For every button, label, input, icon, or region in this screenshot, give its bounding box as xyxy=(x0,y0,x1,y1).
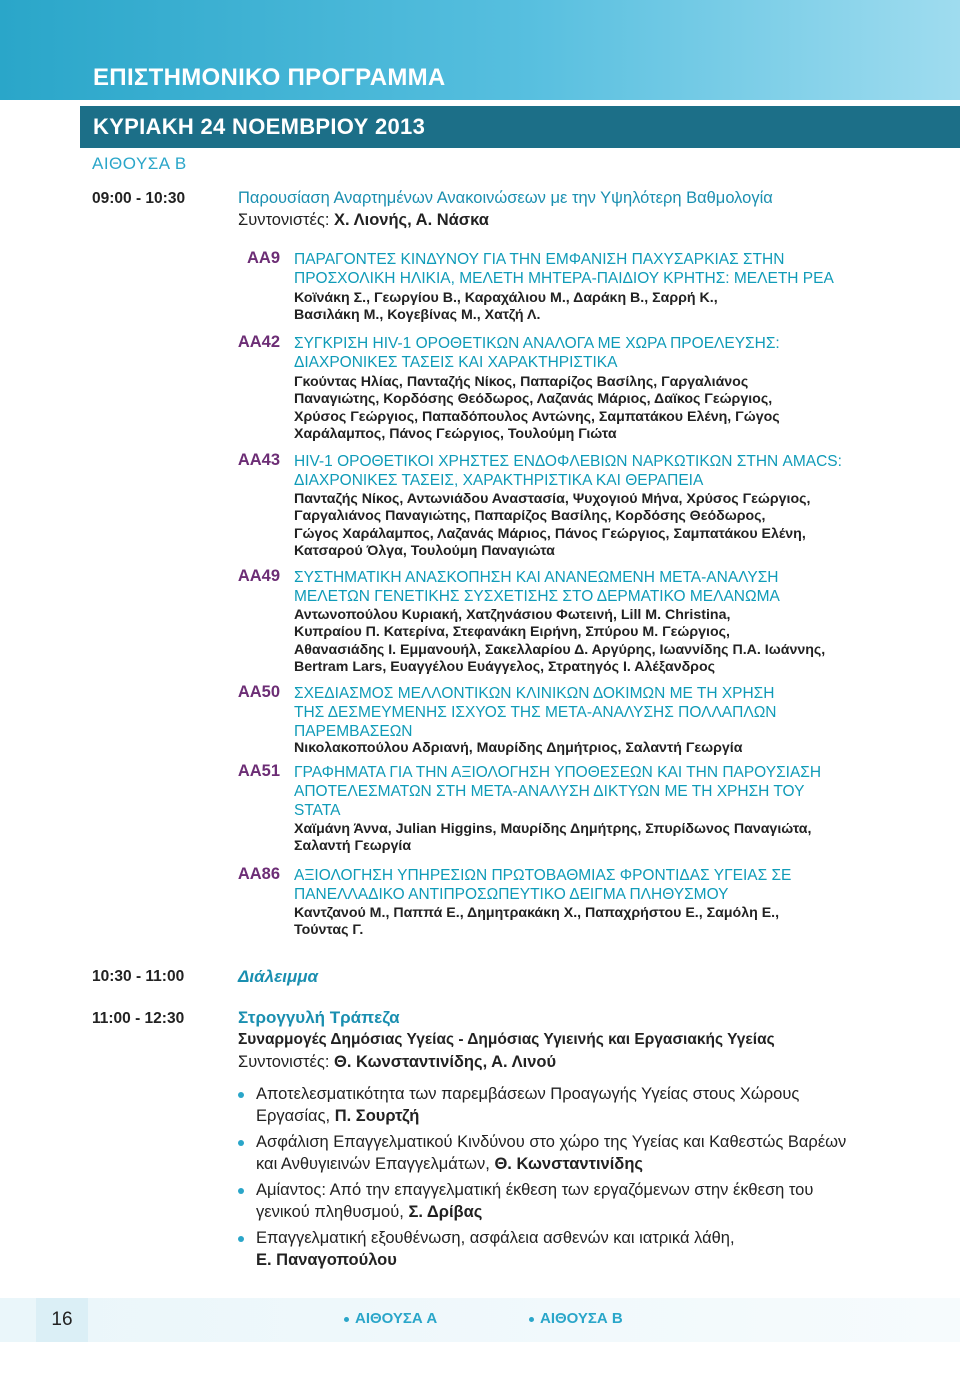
bullet-icon xyxy=(238,1092,244,1098)
abstract-title-line: ΠΑΡΕΜΒΑΣΕΩΝ xyxy=(294,723,413,740)
legend-label: ΑΙΘΟΥΣΑ Β xyxy=(540,1310,623,1327)
roundtable-time: 11:00 - 12:30 xyxy=(92,1010,185,1027)
talk-text: Ασφάλιση Επαγγελματικού Κινδύνου στο χώρο της Υγείας και Καθεστώς Βαρέων και Ανθυγιεινών Επαγγελμάτων, xyxy=(256,1133,847,1173)
abstract-title-line: ΑΠΟΤΕΛΕΣΜΑΤΩΝ ΣΤΗ ΜΕΤΑ-ΑΝΑΛΥΣΗ ΔΙΚΤΥΩΝ ΜΕ ΤΗ ΧΡΗΣΗ ΤΟΥ xyxy=(294,783,805,800)
legend-label: ΑΙΘΟΥΣΑ Α xyxy=(355,1310,438,1327)
authors-line: Χαϊμάνη Άννα, Julian Higgins, Μαυρίδης Δημήτρης, Σπυρίδωνος Παναγιώτα, xyxy=(294,821,812,837)
chairs-label: Συντονιστές: xyxy=(238,1053,330,1071)
abstract-code: ΑΑ43 xyxy=(237,451,280,469)
abstract-title xyxy=(294,763,862,820)
abstract-title-line: ΠΡΟΣΧΟΛΙΚΗ ΗΛΙΚΙΑ, ΜΕΛΕΤΗ ΜΗΤΕΡΑ-ΠΑΙΔΙΟΥ ΚΡΗΤΗΣ: ΜΕΛΕΤΗ ΡΕΑ xyxy=(294,270,834,287)
abstract-title-line: ΣΥΣΤΗΜΑΤΙΚΗ ΑΝΑΣΚΟΠΗΣΗ ΚΑΙ ΑΝΑΝΕΩΜΕΝΗ ΜΕΤΑ-ΑΝΑΛΥΣΗ xyxy=(294,569,779,586)
session-title: Παρουσίαση Αναρτημένων Ανακοινώσεων με την Υψηλότερη Βαθμολογία xyxy=(238,189,773,207)
authors-line: Σαλαντή Γεωργία xyxy=(294,838,412,855)
talk-item xyxy=(238,1179,868,1223)
authors-line: Γαργαλιάνος Παναγιώτης, Παπαρίζος Βασίλης, Κορδόσης Θεόδωρος, xyxy=(294,508,766,525)
authors-line: Τούντας Γ. xyxy=(294,922,364,939)
abstract-title-line: ΜΕΛΕΤΩΝ ΓΕΝΕΤΙΚΗΣ ΣΥΣΧΕΤΙΣΗΣ ΣΤΟ ΔΕΡΜΑΤΙΚΟ ΜΕΛΑΝΩΜΑ xyxy=(294,588,780,605)
abstract-authors xyxy=(294,821,862,856)
day-title: ΚΥΡΙΑΚΗ 24 ΝΟΕΜΒΡΙΟΥ 2013 xyxy=(93,114,426,139)
authors-line: Αθανασιάδης Ι. Εμμανουήλ, Σακελλαρίου Δ. Αργύρης, Ιωαννίδης Π.Α. Ιωάννης, xyxy=(294,641,826,658)
bullet-icon xyxy=(238,1188,244,1194)
abstract-code: ΑΑ86 xyxy=(237,865,280,883)
talk-text: Αμίαντος: Από την επαγγελματική έκθεση των εργαζόμενων στην έκθεση του γενικού πληθυσμού, xyxy=(256,1181,814,1221)
abstract-authors xyxy=(294,290,862,325)
talk-speaker: Σ. Δρίβας xyxy=(408,1203,483,1221)
talk-text: Επαγγελματική εξουθένωση, ασφάλεια ασθενών και ιατρικά λάθη, xyxy=(256,1229,735,1247)
authors-line: Χρύσος Γεώργιος, Παπαδόπουλος Αντώνης, Σαμπατάκου Ελένη, Γώγος xyxy=(294,408,780,425)
abstract-title-line: ΣΥΓΚΡΙΣΗ HIV-1 ΟΡΟΘΕΤΙΚΩΝ ΑΝΑΛΟΓΑ ΜΕ ΧΩΡΑ ΠΡΟΕΛΕΥΣΗΣ: xyxy=(294,335,780,352)
bullet-icon xyxy=(529,1317,534,1322)
abstract-code: ΑΑ51 xyxy=(237,762,280,780)
authors-line: Γώγος Χαράλαμπος, Λαζανάς Μάριος, Πάνος Γεώργιος, Σαμπατάκου Ελένη, xyxy=(294,525,806,542)
abstract-title-line: ΤΗΣ ΔΕΣΜΕΥΜΕΝΗΣ ΙΣΧΥΟΣ ΤΗΣ ΜΕΤΑ-ΑΝΑΛΥΣΗΣ ΠΟΛΛΑΠΛΩΝ xyxy=(294,704,777,721)
abstract-title-line: STATA xyxy=(294,802,341,819)
abstract-title-line: ΔΙΑΧΡΟΝΙΚΕΣ ΤΑΣΕΙΣ, ΧΑΡΑΚΤΗΡΙΣΤΙΚΑ ΚΑΙ ΘΕΡΑΠΕΙΑ xyxy=(294,472,704,489)
abstract-title-line: ΠΑΝΕΛΛΑΔΙΚΟ ΑΝΤΙΠΡΟΣΩΠΕΥΤΙΚΟ ΔΕΙΓΜΑ ΠΛΗΘΥΣΜΟΥ xyxy=(294,886,729,903)
abstract-code: ΑΑ49 xyxy=(237,567,280,585)
authors-line: Νικολακοπούλου Αδριανή, Μαυρίδης Δημήτριος, Σαλαντή Γεωργία xyxy=(294,740,743,756)
legend-room-b xyxy=(529,1310,623,1327)
talk-item xyxy=(238,1131,868,1175)
talk-item xyxy=(238,1227,868,1271)
roundtable-chairs xyxy=(238,1053,556,1072)
abstract-title xyxy=(294,684,862,741)
talk-item xyxy=(238,1083,868,1127)
page-number-box xyxy=(36,1298,88,1342)
talk-speaker: Θ. Κωνσταντινίδης xyxy=(494,1155,643,1173)
talk-text: Αποτελεσματικότητα των παρεμβάσεων Προαγωγής Υγείας στους Χώρους Εργασίας, xyxy=(256,1085,800,1125)
authors-line: Κοϊνάκη Σ., Γεωργίου Β., Καραχάλιου Μ., Δαράκη Β., Σαρρή Κ., xyxy=(294,290,718,306)
authors-line: Κατσαρού Όλγα, Τουλούμη Παναγιώτα xyxy=(294,543,555,560)
abstract-title-line: ΣΧΕΔΙΑΣΜΟΣ ΜΕΛΛΟΝΤΙΚΩΝ ΚΛΙΝΙΚΩΝ ΔΟΚΙΜΩΝ ΜΕ ΤΗ ΧΡΗΣΗ xyxy=(294,685,775,702)
footer-band xyxy=(0,1298,960,1342)
abstract-code: ΑΑ50 xyxy=(237,683,280,701)
abstract-title-line: ΑΞΙΟΛΟΓΗΣΗ ΥΠΗΡΕΣΙΩΝ ΠΡΩΤΟΒΑΘΜΙΑΣ ΦΡΟΝΤΙΔΑΣ ΥΓΕΙΑΣ ΣΕ xyxy=(294,867,792,884)
abstract-title xyxy=(294,250,862,288)
authors-line: Βασιλάκη Μ., Κογεβίνας Μ., Χατζή Λ. xyxy=(294,307,541,324)
bullet-icon xyxy=(238,1236,244,1242)
abstract-title-line: ΔΙΑΧΡΟΝΙΚΕΣ ΤΑΣΕΙΣ ΚΑΙ ΧΑΡΑΚΤΗΡΙΣΤΙΚΑ xyxy=(294,354,618,371)
abstract-title xyxy=(294,568,862,606)
abstract-code: ΑΑ42 xyxy=(237,333,280,351)
session-time: 09:00 - 10:30 xyxy=(92,190,186,207)
talk-list xyxy=(238,1083,868,1275)
abstract-authors xyxy=(294,740,862,757)
authors-line: Bertram Lars, Ευαγγέλου Ευάγγελος, Στρατηγός Ι. Αλέξανδρος xyxy=(294,659,716,676)
abstract-code: ΑΑ9 xyxy=(246,249,280,267)
chairs-label: Συντονιστές: xyxy=(238,211,330,229)
abstract-title-line: HIV-1 ΟΡΟΘΕΤΙΚΟΙ ΧΡΗΣΤΕΣ ΕΝΔΟΦΛΕΒΙΩΝ ΝΑΡΚΩΤΙΚΩΝ ΣΤΗΝ AMACS: xyxy=(294,453,842,470)
abstract-title-line: ΓΡΑΦΗΜΑΤΑ ΓΙΑ ΤΗΝ ΑΞΙΟΛΟΓΗΣΗ ΥΠΟΘΕΣΕΩΝ ΚΑΙ ΤΗΝ ΠΑΡΟΥΣΙΑΣΗ xyxy=(294,764,822,781)
break-time: 10:30 - 11:00 xyxy=(92,968,185,985)
legend-room-a xyxy=(344,1310,437,1327)
authors-line: Καντζανού Μ., Παππά Ε., Δημητρακάκη Χ., Παπαχρήστου Ε., Σαμόλη Ε., xyxy=(294,905,780,921)
chairs-names: Χ. Λιονής, Α. Νάσκα xyxy=(334,211,489,229)
chairs-names: Θ. Κωνσταντινίδης, Α. Λινού xyxy=(334,1053,557,1071)
page-number: 16 xyxy=(51,1309,73,1330)
abstract-authors xyxy=(294,374,862,444)
authors-line: Χαράλαμπος, Πάνος Γεώργιος, Τουλούμη Γιώτα xyxy=(294,426,617,443)
abstract-authors xyxy=(294,607,862,677)
room-label: ΑΙΘΟΥΣΑ Β xyxy=(92,154,187,173)
abstract-title-line: ΠΑΡΑΓΟΝΤΕΣ ΚΙΝΔΥΝΟΥ ΓΙΑ ΤΗΝ ΕΜΦΑΝΙΣΗ ΠΑΧΥΣΑΡΚΙΑΣ ΣΤΗΝ xyxy=(294,251,785,268)
authors-line: Παναγιώτης, Κορδόσης Θεόδωρος, Λαζανάς Μάριος, Δαϊκος Γεώργιος, xyxy=(294,391,773,408)
abstract-title xyxy=(294,452,862,490)
talk-speaker: Ε. Παναγοπούλου xyxy=(256,1251,397,1269)
authors-line: Αντωνοπούλου Κυριακή, Χατζηνάσιου Φωτεινή, Lill M. Christina, xyxy=(294,607,731,623)
abstract-authors xyxy=(294,491,862,561)
session-chairs xyxy=(238,211,489,230)
roundtable-subtitle: Συναρμογές Δημόσιας Υγείας - Δημόσιας Υγιεινής και Εργασιακής Υγείας xyxy=(238,1031,775,1048)
talk-speaker: Π. Σουρτζή xyxy=(334,1107,420,1125)
abstract-authors xyxy=(294,905,862,940)
abstract-title xyxy=(294,866,862,904)
bullet-icon xyxy=(238,1140,244,1146)
page-title: ΕΠΙΣΤΗΜΟΝΙΚΟ ΠΡΟΓΡΑΜΜΑ xyxy=(93,64,446,91)
roundtable-title: Στρογγυλή Τράπεζα xyxy=(238,1008,400,1027)
abstract-title xyxy=(294,334,862,372)
authors-line: Γκούντας Ηλίας, Πανταζής Νίκος, Παπαρίζος Βασίλης, Γαργαλιάνος xyxy=(294,374,749,390)
bullet-icon xyxy=(344,1317,349,1322)
break-title: Διάλειμμα xyxy=(238,967,319,986)
authors-line: Κυπραίου Π. Κατερίνα, Στεφανάκη Ειρήνη, Σπύρου Μ. Γεώργιος, xyxy=(294,624,730,641)
authors-line: Πανταζής Νίκος, Αντωνιάδου Αναστασία, Ψυχογιού Μήνα, Χρύσος Γεώργιος, xyxy=(294,491,811,507)
day-band xyxy=(80,106,960,148)
